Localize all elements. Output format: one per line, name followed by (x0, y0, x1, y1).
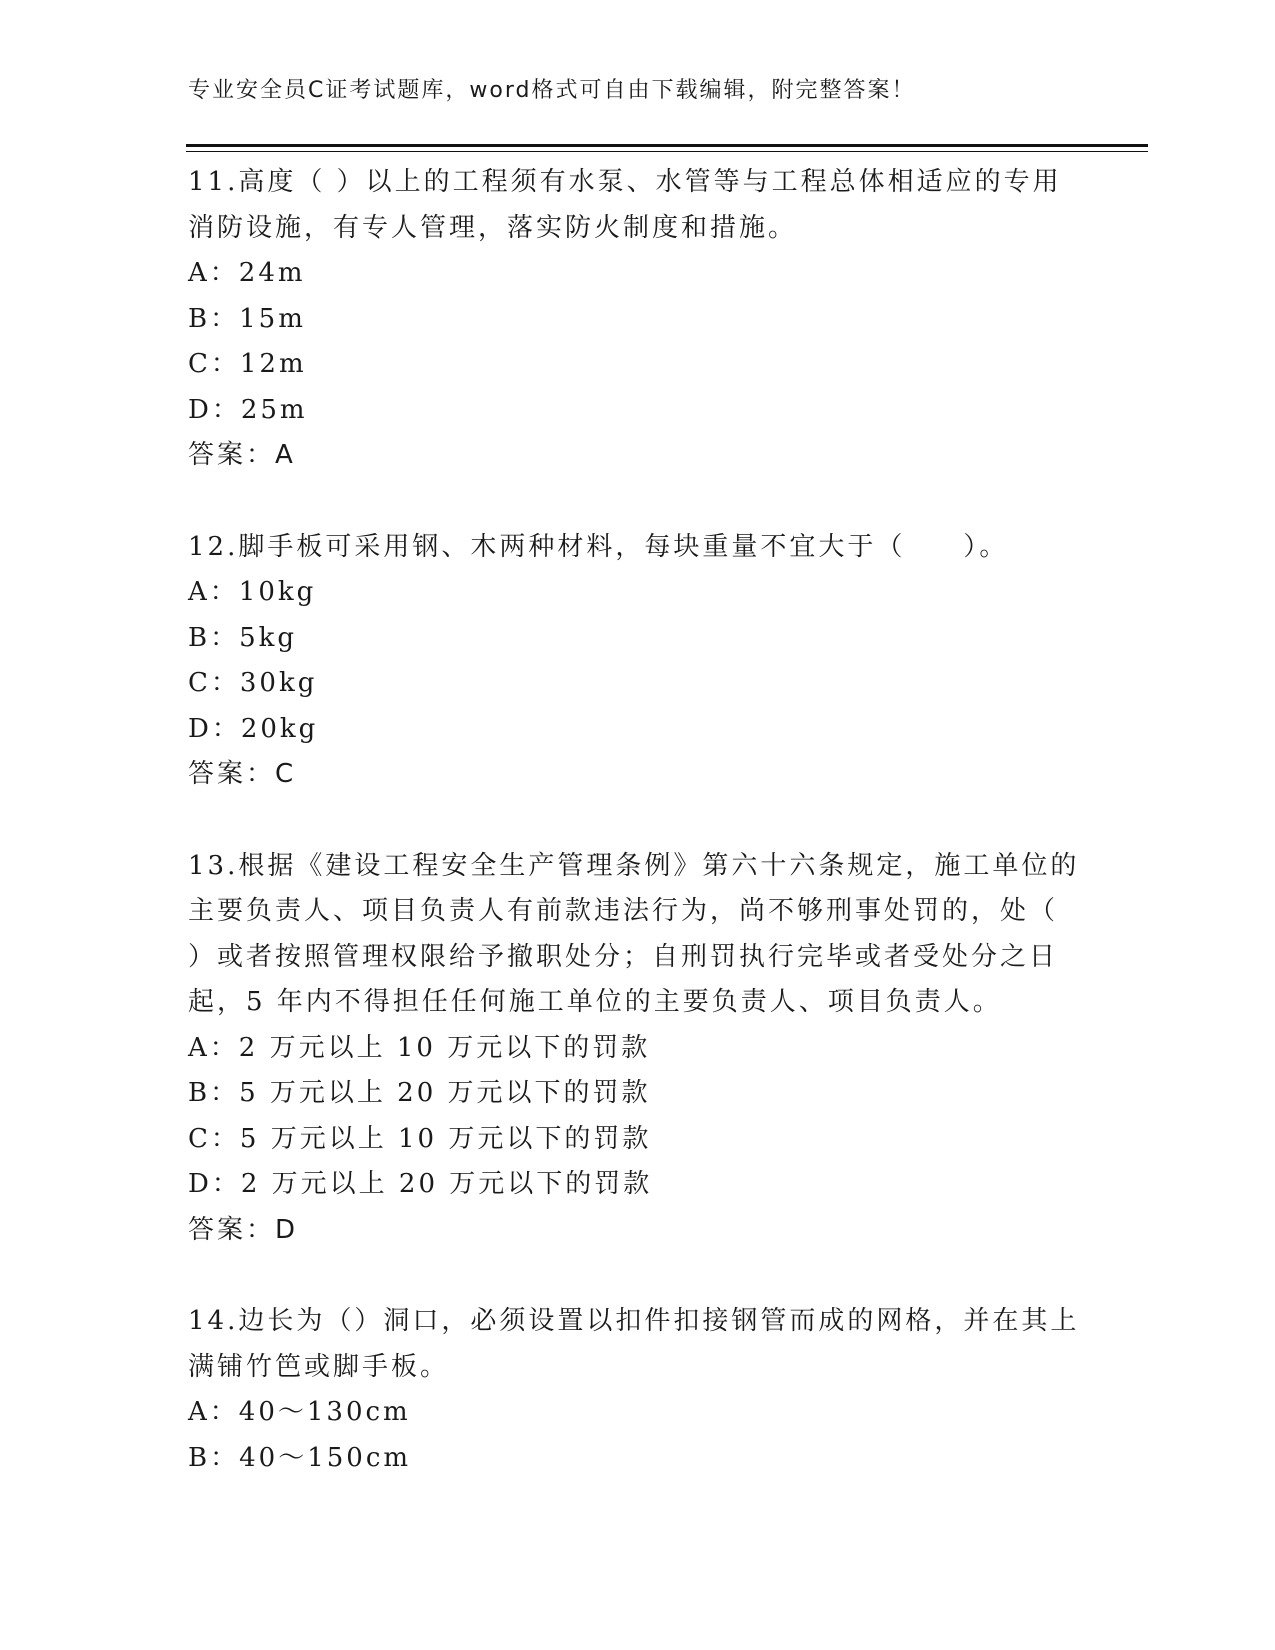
question-stem-line: 12.脚手板可采用钢、木两种材料，每块重量不宜大于（ ）。 (188, 531, 1009, 562)
answer-option: A：10kg (188, 577, 317, 607)
question-stem-line: 满铺竹笆或脚手板。 (188, 1351, 450, 1382)
answer-option: B：15m (188, 303, 306, 334)
question-stem-line: 起，5 年内不得担任任何施工单位的主要负责人、项目负责人。 (188, 987, 1002, 1017)
question-stem-line: 主要负责人、项目负责人有前款违法行为，尚不够刑事处罚的，处（ (188, 896, 1059, 926)
answer-option: B：5 万元以上 20 万元以下的罚款 (188, 1078, 651, 1108)
question-stem-line: 11.高度（ ）以上的工程须有水泵、水管等与工程总体相适应的专用 (188, 167, 1062, 197)
answer-option: A：2 万元以上 10 万元以下的罚款 (188, 1032, 651, 1063)
page-header: 专业安全员C证考试题库，word格式可自由下载编辑，附完整答案！ (188, 78, 916, 103)
answer-option: D：2 万元以上 20 万元以下的罚款 (188, 1169, 653, 1199)
answer-key: 答案：D (188, 1214, 299, 1245)
answer-option: D：20kg (188, 713, 319, 744)
answer-key: 答案：A (188, 440, 296, 470)
answer-option: B：40～150cm (188, 1442, 412, 1473)
question-list (188, 160, 1088, 1527)
question-stem-line: 消防设施，有专人管理，落实防火制度和措施。 (188, 212, 798, 243)
answer-key: 答案：C (188, 759, 297, 789)
answer-option: C：30kg (188, 668, 318, 698)
header-divider (186, 144, 1148, 152)
answer-option: B：5kg (188, 622, 298, 653)
question-stem-line: ）或者按照管理权限给予撤职处分；自刑罚执行完毕或者受处分之日 (188, 941, 1059, 972)
question-stem-line: 14.边长为（）洞口，必须设置以扣件扣接钢管而成的网格，并在其上 (188, 1306, 1080, 1336)
question-block (188, 844, 1088, 1254)
answer-option: C：12m (188, 349, 307, 379)
question-block (188, 525, 1088, 798)
question-block (188, 1299, 1088, 1481)
answer-option: A：40～130cm (188, 1397, 411, 1427)
answer-option: C：5 万元以上 10 万元以下的罚款 (188, 1123, 652, 1154)
answer-option: A：24m (188, 258, 306, 288)
question-block (188, 160, 1088, 479)
question-stem-line: 13.根据《建设工程安全生产管理条例》第六十六条规定，施工单位的 (188, 850, 1080, 881)
answer-option: D：25m (188, 394, 308, 425)
